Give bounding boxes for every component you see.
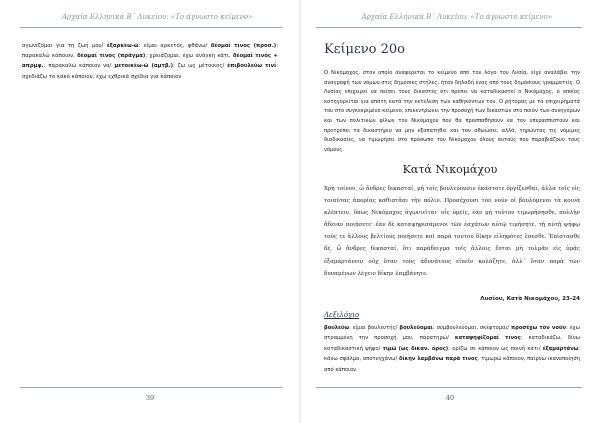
gloss-definition: : χρειάζομαι, έχω ανάγκη κάτι,: [145, 53, 233, 60]
running-head: Αρχαία Ελληνικά Β΄ Λυκείου: «Το άγνωστο κείμενο»: [361, 13, 552, 21]
page-number: 40: [445, 394, 455, 402]
right-page: [300, 0, 600, 423]
gloss-definition: : παρακαλώ κάποιον να/: [43, 63, 115, 70]
gloss-definition: : σχεδιάζω το κακό κάποιου, έχω εχθρικά σχέδια για κάποιον: [22, 63, 278, 80]
gloss-term: ἐξαρκέω-ῶ: [106, 43, 139, 49]
gloss-term: μετοικέω-ῶ (αμτβ.): [114, 63, 174, 70]
gloss-definition: : ζω ως μέτοικος/: [173, 63, 228, 70]
gloss-definition: : είμαι αρκετός, φθάνω/: [138, 43, 211, 49]
gloss-definition: : είμαι βουλευτής/: [348, 325, 400, 331]
ancient-greek-passage: Χρὴ τοίνυν, ὦ ἄνδρες δικασταί, μὴ τοῖς βουλεύουσιν ἑκάστοτε ὀργίζεσθαι, ἀλλὰ τοῖς εἰς τοιαύτας ἀπορίας καθιστᾶσι τὴν πόλιν. Προσέχουσι τὸν νοῦν οἱ βουλόμενοι τὰ κοινὰ κλέπτειν, ὅπως Νικόμαχος ἀγωνιεῖται· οἷς ὑμεῖς, ἐὰν μὴ τοῦτον τιμωρήσησθε, πολλὴν ἄδειαν ποιήσετε· ἐὰν δὲ καταψηφισάμενοι τῶν ἐσχάτων αὐτῷ τιμήσητε, τῇ αὐτῇ ψήφῳ τοὺς τε ἄλλους βελτίους ποιήσετε καὶ παρὰ τούτου δίκην εἰληφότες ἔσεσθε. Ἐπίστασθε δέ, ὦ ἄνδρες δικασταί, ὅτι παράδειγμα τοῖς ἄλλοις ἔσται μὴ τολμᾶν εἰς ὑμᾶς ἐξαμαρτάνειν οὐχ ὅταν τοὺς ἀδυνάτους εἰπεῖν κολάζητε, ἀλλ᾽ ὅταν παρὰ τῶν δυναμένων λέγειν δίκην λαμβάνητε.: [324, 186, 580, 277]
gloss-definition: : έχω στραμμένη την προσοχή μου, παρατηρώ/: [324, 325, 580, 342]
gloss-term: ἐπιβουλεύω τινί: [227, 63, 277, 70]
gloss-term: ἐξαμαρτάνω: [542, 345, 579, 352]
gloss-definition: : καταδικάζω, δίνω καταδικαστική ψήφο/: [324, 335, 580, 352]
gloss-definition: : ορίζω σε κάποιον ως ποινή κάτι/: [448, 345, 543, 352]
gloss-term: δίκην λαμβάνω παρά τινος: [398, 356, 478, 363]
vocabulary-continuation: [22, 41, 278, 82]
source-citation: Λυσίου, Κατὰ Νικομάχου, 23-24: [480, 296, 580, 302]
introduction-paragraph: Ο Νικόμαχος, στον οποίο αναφέρεται το κείμενο από τον λόγο του Λυσία, είχε αναλάβει την αναγραφή των νόμων στις δημόσιες στήλες, ήταν δηλαδή ένας από τους δημόσιους γραμματείς. Ο Λυσίας επιχειρεί να πείσει τους δικαστές ότι πρέπει να καταδικαστεί ο Νικόμαχος, ο οποίος κατηγορείται για απάτη κατά την εκτέλεση των καθηκόντων του. Ο ρήτορας με τα επιχειρήματά του στο συγκεκριμένο κείμενο, επικεντρώνει την προσοχή των δικαστών στο ποιόν των συνηγόρων και των πολιτικών φίλων του Νικόμαχου που θα προσπαθήσουν να τον υπερασπιστούν και προτρέπει τα δικαστήριο να μην εξαπατηθεί και τον αθωώσει, αλλά, τηρώντας τις νόμιμες διαδικασίες, να τιμωρήσει στο πρόσωπο του Νικόμαχου όλους αυτούς που παραβιάζουν τους νόμους.: [324, 70, 580, 153]
vocabulary-list: [324, 323, 580, 375]
footer-rule: [316, 387, 582, 388]
header-rule: [20, 27, 282, 28]
vocabulary-heading: Λεξιλόγιο: [324, 311, 360, 319]
page-number: 39: [145, 394, 155, 402]
gloss-definition: αγωνίζομαι για τη ζωή μου/: [22, 43, 107, 49]
footer-rule: [20, 387, 282, 388]
speech-title: Κατά Νικομάχου: [402, 163, 498, 176]
text-title: Κείμενο 20ο: [324, 42, 405, 57]
gloss-term: δέομαί τινος (πράγμα): [77, 53, 146, 60]
gloss-definition: : τιμωρώ κάποιον, παίρνω ικανοποίηση από κάποιον: [324, 356, 580, 373]
gloss-term: καταψηφίζομαί τινος: [454, 335, 521, 342]
gloss-definition: : κάνω σφάλμα, αποτυγχάνω/: [324, 345, 581, 363]
gloss-term: δέομαί τινός + απρμφ.: [22, 53, 278, 70]
gloss-term: τιμῶ (ως δικαν. όρος): [382, 345, 449, 352]
header-rule: [316, 27, 582, 28]
gloss-definition: : συμβουλεύομαι, σκέφτομαι/: [432, 325, 511, 331]
gloss-term: δέομαί τινος (προσ.): [210, 43, 277, 49]
gloss-term: προσέχω τὸν νοῦν: [511, 325, 567, 331]
gloss-term: βουλεύω: [324, 325, 349, 331]
running-head: Αρχαία Ελληνικά Β΄ Λυκείου: «Το άγνωστο κείμενο»: [62, 13, 253, 21]
gloss-term: βουλεύομαι: [399, 325, 433, 331]
gloss-definition: : παρακαλώ κάποιον,: [22, 43, 279, 60]
